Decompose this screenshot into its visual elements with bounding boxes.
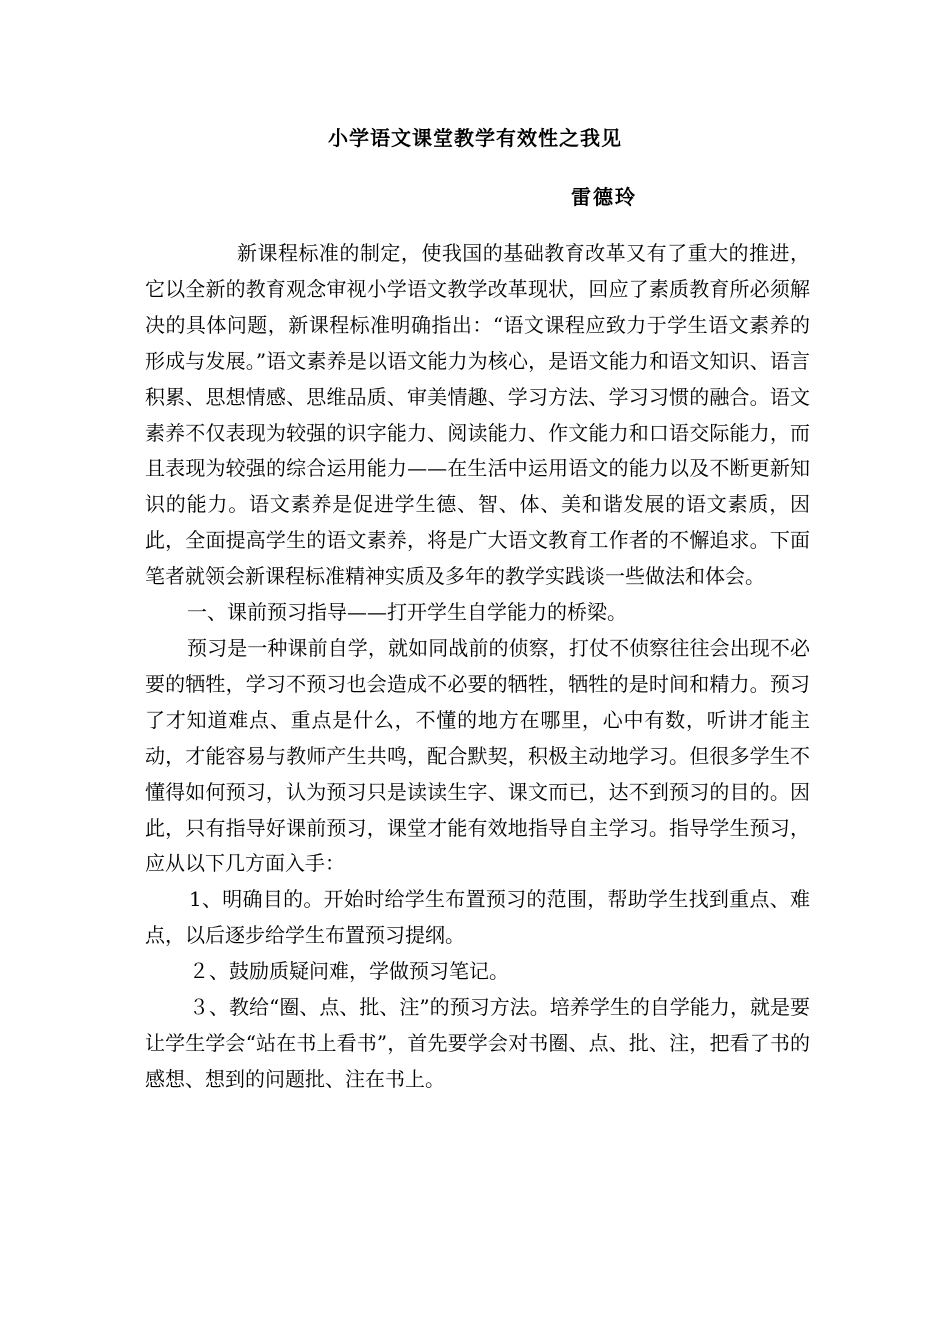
document-title: 小学语文课堂教学有效性之我见 [328, 126, 622, 150]
list-item-2: ２、鼓励质疑问难，学做预习笔记。 [189, 959, 509, 984]
section-heading-1: 一、课前预习指导——打开学生自学能力的桥梁。 [187, 600, 627, 625]
list-item-3: ３、教给“圈、点、批、注”的预习方法。培养学生的自学能力，就是要让学生学会“站在书上看书”，首先要学会对书圈、点、批、注，把看了书的感想、想到的问题批、注在书上。 [145, 995, 810, 1091]
document-body [145, 236, 810, 1098]
list-item-1: 1、明确目的。开始时给学生布置预习的范围，帮助学生找到重点、难点，以后逐步给学生布置预习提纲。 [145, 887, 810, 948]
paragraph-preview: 预习是一种课前自学，就如同战前的侦察，打仗不侦察往往会出现不必要的牺牲，学习不预习也会造成不必要的牺牲，牺牲的是时间和精力。预习了才知道难点、重点是什么，不懂的地方在哪里，心中有数，听讲才能主动，才能容易与教师产生共鸣，配合默契，积极主动地学习。但很多学生不懂得如何预习，认为预习只是读读生字、课文而已，达不到预习的目的。因此，只有指导好课前预习，课堂才能有效地指导自主学习。指导学生预习，应从以下几方面入手： [145, 635, 810, 876]
paragraph-intro: 新课程标准的制定，使我国的基础教育改革又有了重大的推进，它以全新的教育观念审视小学语文教学改革现状，回应了素质教育所必须解决的具体问题，新课程标准明确指出：“语文课程应致力于学生语文素养的形成与发展。”语文素养是以语文能力为核心，是语文能力和语文知识、语言积累、思想情感、思维品质、审美情趣、学习方法、学习习惯的融合。语文素养不仅表现为较强的识字能力、阅读能力、作文能力和口语交际能力，而且表现为较强的综合运用能力——在生活中运用语文的能力以及不断更新知识的能力。语文素养是促进学生德、智、体、美和谐发展的语文素质，因此，全面提高学生的语文素养，将是广大语文教育工作者的不懈追求。下面笔者就领会新课程标准精神实质及多年的教学实践谈一些做法和体会。 [145, 241, 810, 589]
author-name: 雷德玲 [571, 185, 637, 209]
